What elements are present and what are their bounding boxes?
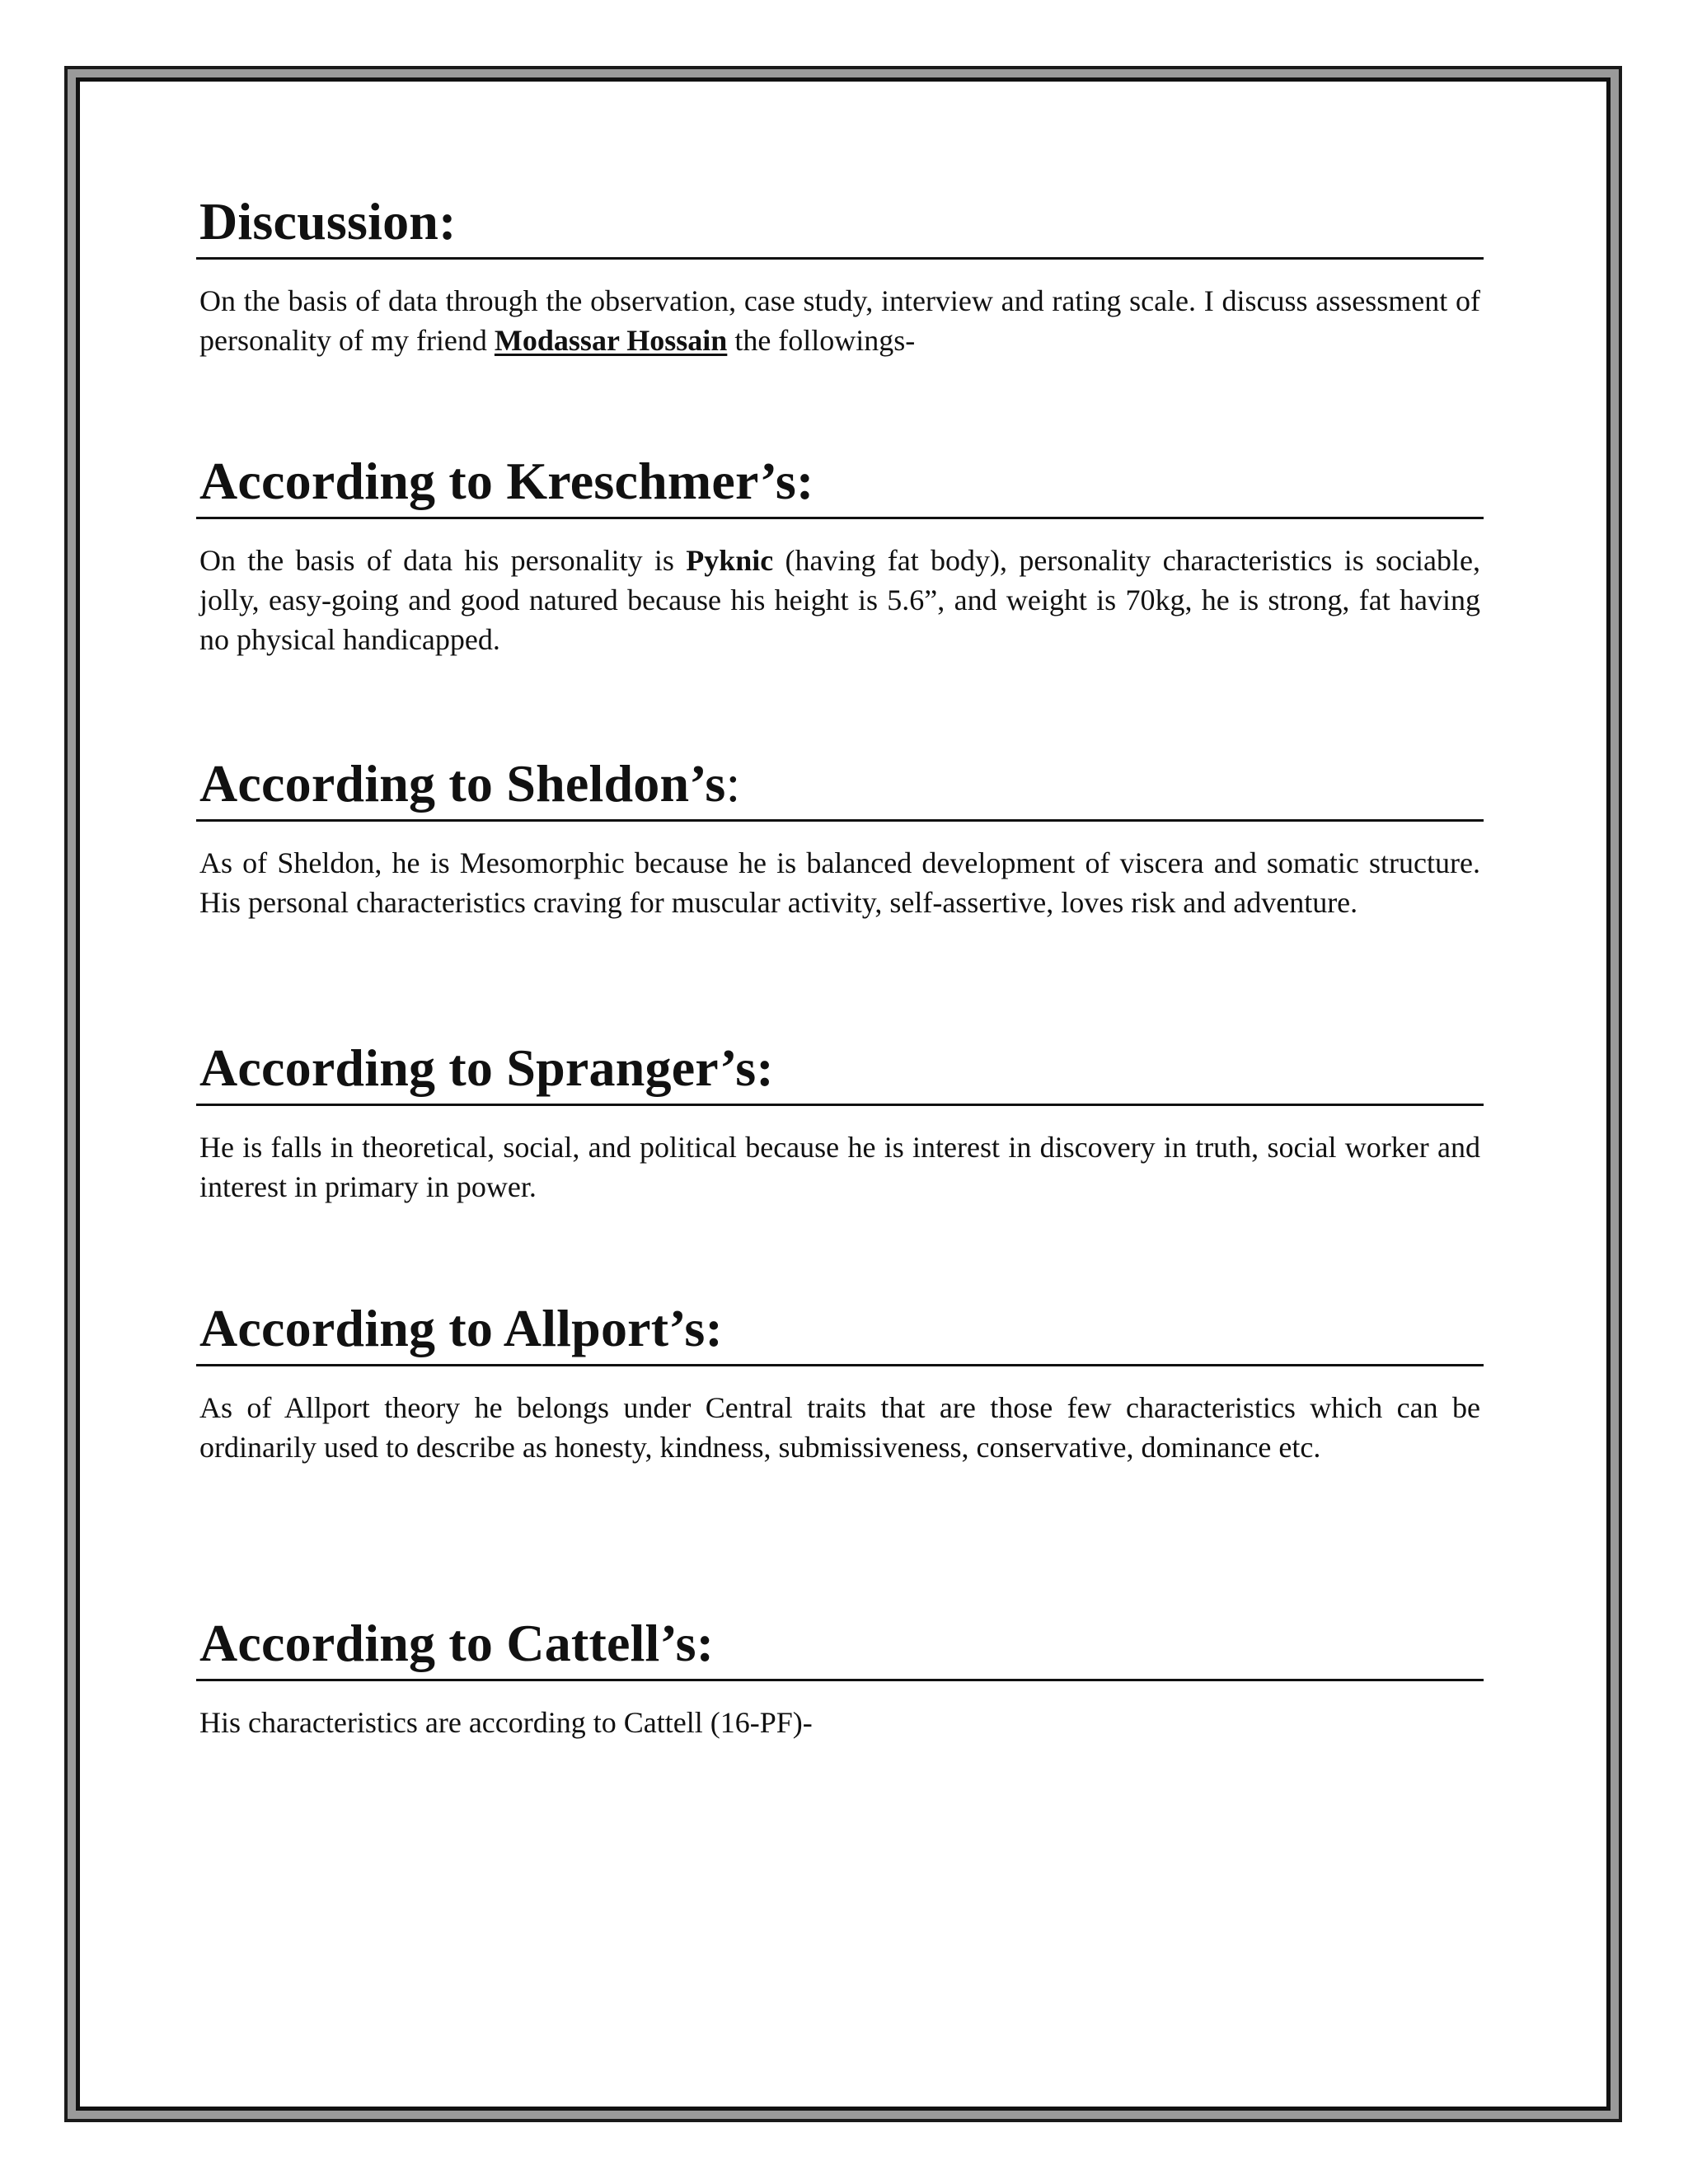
section-cattell (196, 1611, 1484, 1742)
paragraph-sheldon: As of Sheldon, he is Mesomorphic because he is balanced development of viscera and somatic structure. His personal characteristics craving for muscular activity, self-assertive, loves risk and adventure. (199, 846, 1480, 919)
heading-spranger: According to Spranger’s: (196, 1036, 1484, 1106)
section-sheldon (196, 752, 1484, 922)
paragraph-cattell: His characteristics are according to Cattell (16-PF)- (199, 1706, 813, 1739)
kreschmer-text-before: On the basis of data his personality is (199, 544, 687, 577)
section-allport (196, 1296, 1484, 1467)
section-kreschmer (196, 449, 1484, 659)
friend-name: Modassar Hossain (494, 324, 728, 357)
heading-allport: According to Allport’s: (196, 1296, 1484, 1366)
heading-sheldon (196, 752, 1484, 822)
heading-cattell: According to Cattell’s: (196, 1611, 1484, 1681)
heading-sheldon-colon: : (725, 754, 741, 813)
heading-kreschmer: According to Kreschmer’s: (196, 449, 1484, 519)
discussion-text-before: On the basis of data through the observation, case study, interview and rating scale. I discuss assessment of personality of my friend (199, 284, 1480, 357)
paragraph-spranger: He is falls in theoretical, social, and political because he is interest in discovery in truth, social worker and interest in primary in power. (199, 1131, 1480, 1203)
section-spranger (196, 1036, 1484, 1207)
kreschmer-text-after: (having fat body), personality characteristics is sociable, jolly, easy-going and good natured because his height is 5.6”, and weight is 70kg, he is strong, fat having no physical handicapped. (199, 544, 1480, 656)
kreschmer-bold-term: Pyknic (686, 544, 774, 577)
heading-discussion: Discussion: (196, 190, 1484, 260)
heading-sheldon-title: According to Sheldon’s (199, 754, 726, 813)
paragraph-discussion (196, 281, 1484, 360)
section-discussion (196, 190, 1484, 360)
discussion-text-after: the followings- (727, 324, 916, 357)
paragraph-kreschmer (196, 541, 1484, 659)
paragraph-allport: As of Allport theory he belongs under Central traits that are those few characteristics which can be ordinarily used to describe as honesty, kindness, submissiveness, conservative, dominance etc. (199, 1391, 1480, 1464)
